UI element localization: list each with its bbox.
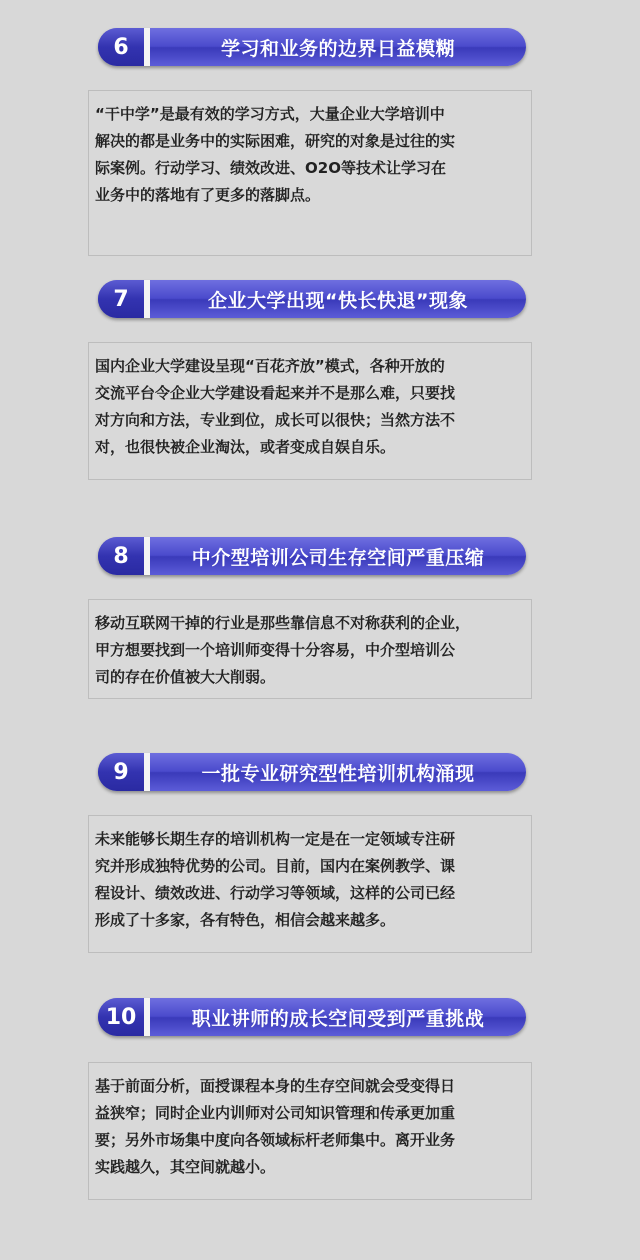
section-10 [88,998,532,1176]
section-header [88,280,532,320]
body-line: 对方向和方法，专业到位，成长可以很快；当然方法不 [95,411,456,429]
body-line: 交流平台令企业大学建设看起来并不是那么难，只要找 [95,384,456,402]
section-7 [88,280,532,456]
body-line: 未来能够长期生存的培训机构一定是在一定领域专注研 [95,830,456,848]
section-number: 9 [98,753,144,791]
section-title: 学习和业务的边界日益模糊 [220,37,455,60]
section-header [88,998,532,1038]
section-body [88,1062,532,1200]
section-body [88,342,532,480]
section-header [88,28,532,68]
section-header [88,537,532,577]
section-title: 中介型培训公司生存空间严重压缩 [191,546,485,569]
body-line: “干中学”是最有效的学习方式，大量企业大学培训中 [95,105,445,123]
section-body [88,815,532,953]
body-line: 际案例。行动学习、绩效改进、O2O等技术让学习在 [95,159,446,177]
body-line: 国内企业大学建设呈现“百花齐放”模式，各种开放的 [95,357,445,375]
section-8 [88,537,532,686]
section-number: 6 [98,28,144,66]
section-title: 企业大学出现“快长快退”现象 [208,289,468,312]
body-line: 基于前面分析，面授课程本身的生存空间就会受变得日 [95,1077,456,1095]
section-title: 职业讲师的成长空间受到严重挑战 [191,1007,485,1030]
body-line: 解决的都是业务中的实际困难，研究的对象是过往的实 [95,132,456,150]
section-body [88,90,532,256]
body-line: 实践越久，其空间就越小。 [95,1158,276,1176]
section-9 [88,753,532,929]
body-line: 形成了十多家，各有特色，相信会越来越多。 [95,911,396,929]
body-line: 对，也很快被企业淘汰，或者变成自娱自乐。 [95,438,396,456]
section-number: 8 [98,537,144,575]
body-line: 司的存在价值被大大削弱。 [95,668,276,686]
section-body [88,599,532,699]
body-line: 甲方想要找到一个培训师变得十分容易，中介型培训公 [95,641,456,659]
section-number: 10 [98,998,144,1036]
section-6 [88,28,532,204]
body-line: 要；另外市场集中度向各领域标杆老师集中。离开业务 [95,1131,456,1149]
body-line: 究并形成独特优势的公司。目前，国内在案例教学、课 [95,857,456,875]
section-number: 7 [98,280,144,318]
body-line: 业务中的落地有了更多的落脚点。 [95,186,321,204]
section-title: 一批专业研究型性培训机构涌现 [201,762,475,785]
section-header [88,753,532,793]
body-line: 益狭窄；同时企业内训师对公司知识管理和传承更加重 [95,1104,456,1122]
body-line: 程设计、绩效改进、行动学习等领域，这样的公司已经 [95,884,456,902]
body-line: 移动互联网干掉的行业是那些靠信息不对称获利的企业， [95,614,471,632]
